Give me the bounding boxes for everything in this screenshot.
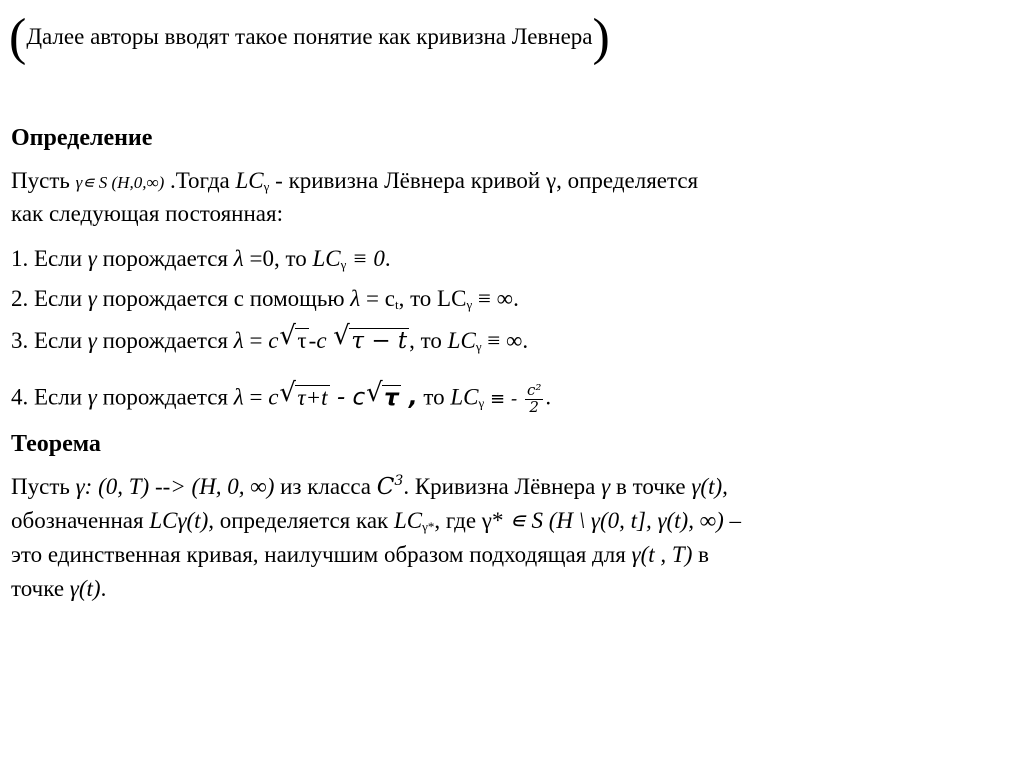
math: γ — [87, 246, 97, 271]
math: -c — [308, 328, 333, 353]
text: определяется как — [213, 508, 394, 533]
lambda: λ — [233, 384, 244, 410]
text: 2. Если — [11, 286, 88, 311]
radicand: τ+t — [297, 384, 328, 410]
text: , то LC — [398, 286, 467, 311]
math: C — [376, 474, 395, 500]
math: - c — [329, 384, 366, 411]
text: то — [417, 384, 451, 410]
text: . Кривизна Лёвнера — [403, 474, 602, 499]
sqrt-tau — [279, 321, 308, 354]
math: γ: (0, T) --> (H, 0, ∞) — [75, 474, 275, 499]
subscript: γ* — [422, 519, 435, 534]
theorem-heading: Теорема — [11, 431, 101, 457]
math: LC — [447, 328, 476, 353]
math: γ — [87, 328, 97, 353]
math: LC — [312, 246, 341, 271]
fraction-numerator: c² — [526, 381, 542, 399]
definition-line-2: как следующая постоянная: — [11, 201, 283, 226]
fraction — [525, 383, 543, 416]
definition-line-1 — [11, 168, 698, 194]
subscript: γ — [340, 257, 347, 272]
text: 3. Если — [11, 328, 88, 353]
text: = — [360, 286, 385, 311]
lambda: λ — [233, 328, 244, 353]
text: , то — [409, 328, 448, 353]
definition-item-1 — [11, 246, 391, 272]
math: γ∊ S (H,0,∞) — [75, 173, 165, 192]
math: ∊ S (H \ γ(0, t], γ(t), ∞) — [509, 508, 724, 533]
radical-sign: √ — [279, 377, 296, 408]
text: обозначенная — [11, 508, 150, 533]
text: – — [723, 508, 742, 533]
sqrt-tau-plus-t — [279, 377, 329, 411]
text: . — [545, 384, 552, 410]
text: в — [692, 542, 709, 567]
text: порождается — [96, 246, 234, 271]
math: ≡ 0 — [346, 246, 385, 271]
text: точке — [11, 576, 70, 601]
definition-item-4 — [11, 377, 552, 416]
math: c — [268, 328, 279, 353]
text: 4. Если — [11, 384, 88, 410]
theorem-line-3 — [11, 542, 709, 568]
math: γ — [87, 286, 97, 311]
definition-heading: Определение — [11, 125, 153, 151]
theorem-line-4 — [11, 576, 106, 602]
math: γ(t) — [69, 576, 101, 601]
subscript: t — [394, 297, 399, 312]
theorem-line-1 — [11, 474, 728, 500]
math: γ — [601, 474, 611, 499]
text: из класса — [274, 474, 377, 499]
text: , где γ* — [434, 508, 510, 533]
superscript: 3 — [394, 473, 404, 489]
text: .Тогда — [164, 168, 236, 193]
radical-sign: √ — [366, 377, 383, 408]
math: c — [384, 286, 395, 311]
text: ≡ ∞. — [472, 286, 519, 311]
text: Пусть — [11, 474, 76, 499]
math: γ(t , T) — [631, 542, 693, 567]
text: Пусть — [11, 168, 76, 193]
text: это единственная кривая, наилучшим образом подходящая для — [11, 542, 632, 567]
slide-header — [9, 9, 610, 66]
text: 1. Если — [11, 246, 88, 271]
subscript: γ — [478, 395, 485, 411]
open-paren: ( — [9, 9, 27, 66]
header-text: Далее авторы вводят такое понятие как кривизна Левнера — [26, 24, 593, 49]
text: . — [384, 246, 391, 271]
text: порождается — [96, 328, 234, 353]
text: ≡ ∞. — [481, 328, 529, 353]
text: = — [243, 328, 269, 353]
sqrt-tau-minus-t — [333, 321, 409, 354]
text: в точке — [610, 474, 692, 499]
text: . — [100, 576, 107, 601]
theorem-line-2 — [11, 508, 741, 534]
text: =0, то — [243, 246, 313, 271]
definition-item-3 — [11, 321, 529, 354]
math: c — [268, 384, 279, 410]
math: γ(t), — [691, 474, 728, 499]
text: = — [243, 384, 269, 410]
radicand: τ — [297, 328, 307, 353]
radicand: τ − t — [351, 328, 408, 354]
math: ≡ - — [484, 388, 523, 410]
definition-item-2 — [11, 286, 519, 312]
lambda: λ — [233, 246, 244, 271]
subscript: γ — [475, 339, 482, 354]
text: порождается с помощью — [96, 286, 351, 311]
sqrt-tau — [366, 377, 401, 411]
fraction-denominator: 2 — [529, 397, 539, 416]
subscript: γ — [263, 179, 270, 194]
radical-sign: √ — [333, 321, 350, 351]
text: порождается — [96, 384, 234, 410]
comma: , — [400, 384, 418, 411]
radicand: τ — [384, 384, 399, 411]
math: LC — [393, 508, 423, 533]
text: - кривизна Лёвнера кривой γ, определяется — [269, 168, 699, 193]
subscript: γ — [466, 297, 473, 312]
math: γ — [87, 384, 97, 410]
close-paren: ) — [592, 9, 610, 66]
radical-sign: √ — [279, 321, 296, 351]
math: LC — [235, 168, 264, 193]
math: LCγ(t), — [149, 508, 214, 533]
lambda: λ — [350, 286, 361, 311]
math: LC — [450, 384, 479, 410]
